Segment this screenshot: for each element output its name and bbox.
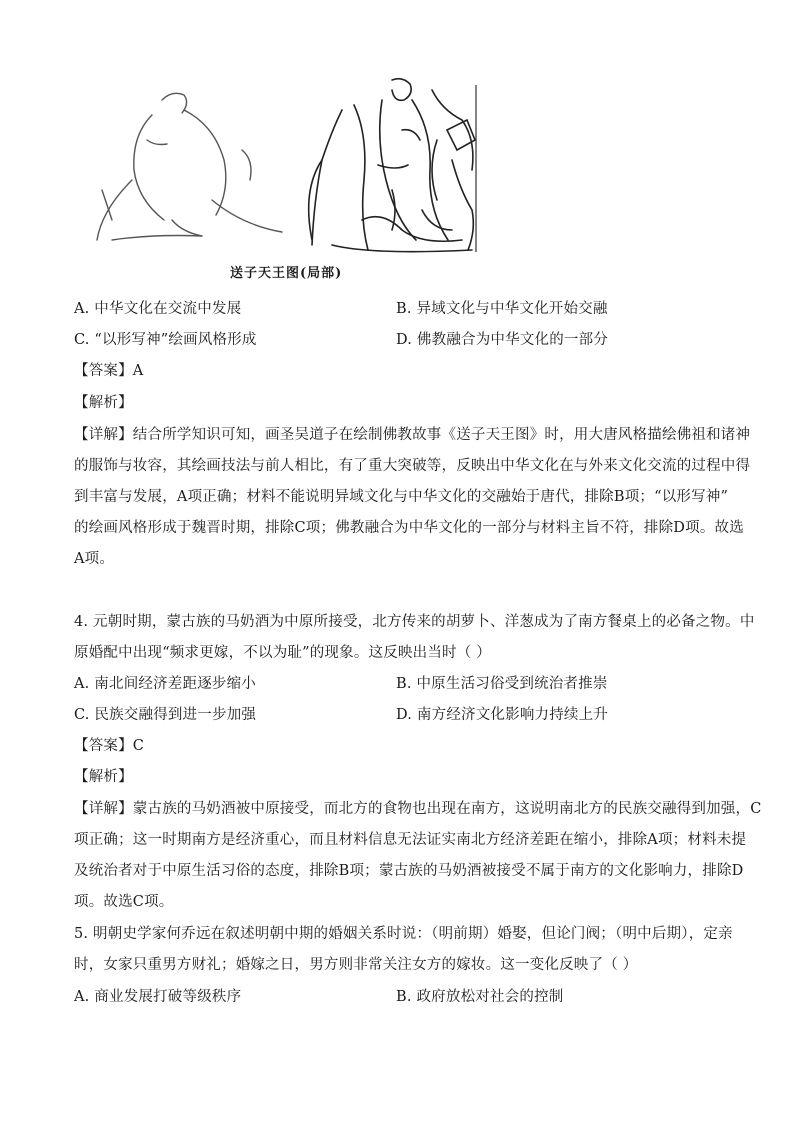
q3-option-c: C. “以形写神”绘画风格形成 (74, 332, 257, 348)
q4-option-d: D. 南方经济文化影响力持续上升 (396, 707, 609, 723)
q4-detail-line: 项。故选C项。 (74, 894, 174, 910)
q3-option-a: A. 中华文化在交流中发展 (74, 301, 242, 317)
q5-option-a: A. 商业发展打破等级秩序 (74, 989, 242, 1005)
q3-detail-line: 的绘画风格形成于魏晋时期，排除C项；佛教融合为中华文化的一部分与材料主旨不符，排除D项。故选 (74, 520, 744, 536)
q3-detail-line: A项。 (74, 551, 115, 567)
q3-option-d: D. 佛教融合为中华文化的一部分 (396, 332, 609, 348)
painting-figure (92, 70, 480, 280)
q3-option-b: B. 异域文化与中华文化开始交融 (396, 301, 608, 317)
q4-option-a: A. 南北间经济差距逐步缩小 (74, 676, 256, 692)
q4-analysis-label: 【解析】 (74, 769, 133, 785)
q4-answer: 【答案】C (74, 738, 145, 754)
q4-stem-line: 原婚配中出现“频求更嫁，不以为耻”的现象。这反映出当时（ ） (74, 645, 491, 661)
q4-option-c: C. 民族交融得到进一步加强 (74, 707, 257, 723)
left-figure-sketch (97, 93, 282, 240)
q3-analysis-label: 【解析】 (74, 395, 133, 411)
q5-option-b: B. 政府放松对社会的控制 (396, 989, 564, 1005)
right-figure-sketch (309, 79, 475, 252)
q5-stem-line: 时，女家只重男方财礼；婚嫁之日，男方则非常关注女方的嫁妆。这一变化反映了（ ） (74, 957, 638, 973)
q3-answer: 【答案】A (74, 363, 144, 379)
q5-stem-line: 5. 明朝史学家何乔远在叙述明朝中期的婚姻关系时说：（明前期）婚娶，但论门阀；（明中后期），定亲 (74, 926, 733, 942)
q4-detail-line: 【详解】蒙古族的马奶酒被中原接受，而北方的食物也出现在南方，这说明南北方的民族交融得到加强，C (74, 801, 762, 817)
q4-stem-line: 4. 元朝时期，蒙古族的马奶酒为中原所接受，北方传来的胡萝卜、洋葱成为了南方餐桌上的必备之物。中 (74, 614, 755, 630)
figure-caption: 送子天王图(局部) (230, 266, 343, 281)
q3-detail-line: 【详解】结合所学知识可知，画圣吴道子在绘制佛教故事《送子天王图》时，用大唐风格描绘佛祖和诸神 (74, 427, 751, 443)
q3-detail-line: 的服饰与妆容，其绘画技法与前人相比，有了重大突破等，反映出中华文化在与外来文化交流的过程中得 (74, 458, 751, 474)
q4-option-b: B. 中原生活习俗受到统治者推崇 (396, 676, 608, 692)
q4-detail-line: 及统治者对于中原生活习俗的态度，排除B项；蒙古族的马奶酒被接受不属于南方的文化影响力，排除D (74, 863, 744, 879)
q3-detail-line: 到丰富与发展，A项正确；材料不能说明异域文化与中华文化的交融始于唐代，排除B项；“以形写神” (74, 489, 729, 505)
q4-detail-line: 项正确；这一时期南方是经济重心，而且材料信息无法证实南北方经济差距在缩小，排除A项；材料未提 (74, 832, 747, 848)
